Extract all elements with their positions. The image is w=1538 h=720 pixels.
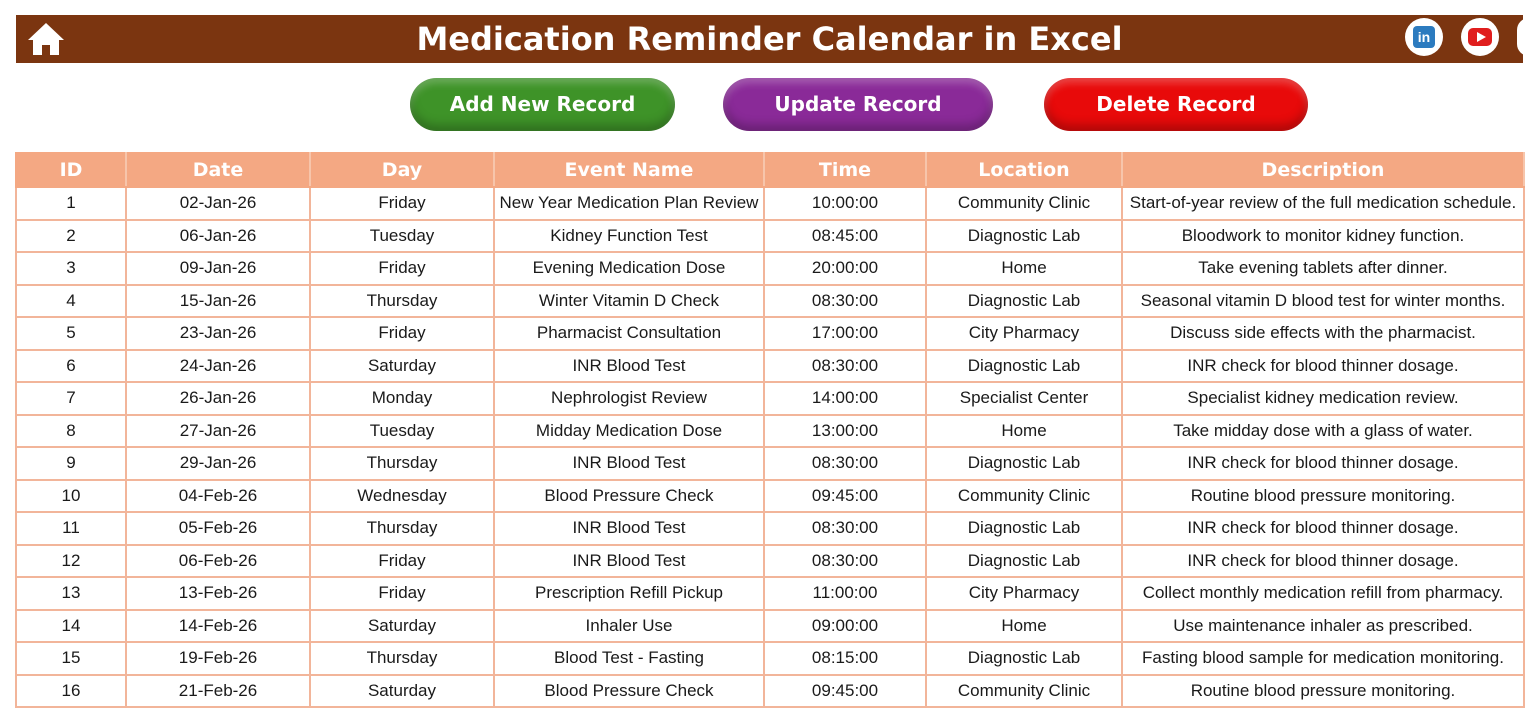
cell-date[interactable]: 05-Feb-26 (126, 512, 310, 545)
cell-description[interactable]: INR check for blood thinner dosage. (1122, 512, 1524, 545)
cell-event-name[interactable]: Inhaler Use (494, 610, 764, 643)
cell-day[interactable]: Friday (310, 577, 494, 610)
cell-id[interactable]: 7 (16, 382, 126, 415)
table-row[interactable] (16, 480, 1524, 513)
cell-id[interactable]: 15 (16, 642, 126, 675)
cell-location[interactable]: Diagnostic Lab (926, 642, 1122, 675)
cell-time[interactable]: 17:00:00 (764, 317, 926, 350)
youtube-logo (1468, 28, 1492, 46)
cell-date[interactable]: 23-Jan-26 (126, 317, 310, 350)
cell-id[interactable]: 6 (16, 350, 126, 383)
cell-id[interactable]: 11 (16, 512, 126, 545)
cell-time[interactable]: 08:30:00 (764, 545, 926, 578)
cell-event-name[interactable]: Midday Medication Dose (494, 415, 764, 448)
cell-event-name[interactable]: Blood Pressure Check (494, 480, 764, 513)
cell-location[interactable]: Specialist Center (926, 382, 1122, 415)
cell-date[interactable]: 09-Jan-26 (126, 252, 310, 285)
page-title: Medication Reminder Calendar in Excel (416, 20, 1123, 58)
cell-time[interactable]: 09:45:00 (764, 675, 926, 708)
table-row[interactable] (16, 642, 1524, 675)
table-row[interactable] (16, 415, 1524, 448)
cell-event-name[interactable]: Blood Pressure Check (494, 675, 764, 708)
cell-event-name[interactable]: INR Blood Test (494, 545, 764, 578)
cell-event-name[interactable]: Nephrologist Review (494, 382, 764, 415)
cell-date[interactable]: 06-Feb-26 (126, 545, 310, 578)
cell-location[interactable]: Diagnostic Lab (926, 350, 1122, 383)
cell-date[interactable]: 29-Jan-26 (126, 447, 310, 480)
cell-id[interactable]: 10 (16, 480, 126, 513)
cell-event-name[interactable]: INR Blood Test (494, 512, 764, 545)
cell-location[interactable]: Diagnostic Lab (926, 545, 1122, 578)
column-header-location[interactable]: Location (926, 153, 1122, 187)
cell-description[interactable]: INR check for blood thinner dosage. (1122, 447, 1524, 480)
records-table (15, 152, 1525, 708)
cell-location[interactable]: Home (926, 610, 1122, 643)
cell-description[interactable]: Take evening tablets after dinner. (1122, 252, 1524, 285)
column-header-time[interactable]: Time (764, 153, 926, 187)
cell-event-name[interactable]: New Year Medication Plan Review (494, 187, 764, 220)
table-row[interactable] (16, 187, 1524, 220)
cell-event-name[interactable]: INR Blood Test (494, 447, 764, 480)
cell-event-name[interactable]: Kidney Function Test (494, 220, 764, 253)
cell-time[interactable]: 14:00:00 (764, 382, 926, 415)
cell-description[interactable]: Routine blood pressure monitoring. (1122, 480, 1524, 513)
cell-description[interactable]: Collect monthly medication refill from pharmacy. (1122, 577, 1524, 610)
table-body (16, 187, 1524, 707)
table-header-row (16, 153, 1524, 187)
cell-id[interactable]: 9 (16, 447, 126, 480)
cell-location[interactable]: Diagnostic Lab (926, 447, 1122, 480)
cell-location[interactable]: Diagnostic Lab (926, 512, 1122, 545)
cell-time[interactable]: 09:45:00 (764, 480, 926, 513)
cell-description[interactable]: Seasonal vitamin D blood test for winter months. (1122, 285, 1524, 318)
cell-location[interactable]: Community Clinic (926, 480, 1122, 513)
cell-time[interactable]: 10:00:00 (764, 187, 926, 220)
cell-time[interactable]: 13:00:00 (764, 415, 926, 448)
cell-description[interactable]: Discuss side effects with the pharmacist. (1122, 317, 1524, 350)
cell-id[interactable]: 8 (16, 415, 126, 448)
table-row[interactable] (16, 317, 1524, 350)
cell-date[interactable]: 15-Jan-26 (126, 285, 310, 318)
cell-location[interactable]: Home (926, 415, 1122, 448)
cell-description[interactable]: Bloodwork to monitor kidney function. (1122, 220, 1524, 253)
cell-date[interactable]: 26-Jan-26 (126, 382, 310, 415)
cell-id[interactable]: 16 (16, 675, 126, 708)
cell-day[interactable]: Tuesday (310, 415, 494, 448)
cell-description[interactable]: Specialist kidney medication review. (1122, 382, 1524, 415)
cell-id[interactable]: 3 (16, 252, 126, 285)
cell-time[interactable]: 08:30:00 (764, 285, 926, 318)
cell-day[interactable]: Monday (310, 382, 494, 415)
cell-location[interactable]: City Pharmacy (926, 317, 1122, 350)
social-icon-partial[interactable] (1517, 18, 1529, 56)
cell-id[interactable]: 2 (16, 220, 126, 253)
cell-event-name[interactable]: Evening Medication Dose (494, 252, 764, 285)
cell-date[interactable]: 02-Jan-26 (126, 187, 310, 220)
cell-date[interactable]: 24-Jan-26 (126, 350, 310, 383)
column-header-date[interactable]: Date (126, 153, 310, 187)
cell-id[interactable]: 14 (16, 610, 126, 643)
cell-description[interactable]: Use maintenance inhaler as prescribed. (1122, 610, 1524, 643)
column-header-id[interactable]: ID (16, 153, 126, 187)
title-banner (16, 15, 1523, 63)
cell-id[interactable]: 5 (16, 317, 126, 350)
cell-id[interactable]: 1 (16, 187, 126, 220)
cell-date[interactable]: 21-Feb-26 (126, 675, 310, 708)
linkedin-icon[interactable] (1405, 18, 1443, 56)
table-row[interactable] (16, 350, 1524, 383)
cell-date[interactable]: 27-Jan-26 (126, 415, 310, 448)
table-row[interactable] (16, 220, 1524, 253)
cell-event-name[interactable]: Blood Test - Fasting (494, 642, 764, 675)
cell-event-name[interactable]: Winter Vitamin D Check (494, 285, 764, 318)
cell-description[interactable]: Start-of-year review of the full medication schedule. (1122, 187, 1524, 220)
cell-day[interactable]: Tuesday (310, 220, 494, 253)
table-row[interactable] (16, 512, 1524, 545)
cell-event-name[interactable]: Prescription Refill Pickup (494, 577, 764, 610)
cell-day[interactable]: Friday (310, 317, 494, 350)
cell-time[interactable]: 08:45:00 (764, 220, 926, 253)
table-row[interactable] (16, 285, 1524, 318)
cell-day[interactable]: Saturday (310, 610, 494, 643)
table-row[interactable] (16, 610, 1524, 643)
cell-time[interactable]: 08:30:00 (764, 447, 926, 480)
cell-day[interactable]: Thursday (310, 512, 494, 545)
cell-description[interactable]: Fasting blood sample for medication monitoring. (1122, 642, 1524, 675)
cell-location[interactable]: Diagnostic Lab (926, 220, 1122, 253)
cell-event-name[interactable]: INR Blood Test (494, 350, 764, 383)
cell-time[interactable]: 09:00:00 (764, 610, 926, 643)
cell-day[interactable]: Thursday (310, 447, 494, 480)
delete-record-button[interactable]: Delete Record (1044, 78, 1308, 131)
cell-time[interactable]: 08:30:00 (764, 512, 926, 545)
cell-description[interactable]: Take midday dose with a glass of water. (1122, 415, 1524, 448)
table-row[interactable] (16, 545, 1524, 578)
cell-day[interactable]: Wednesday (310, 480, 494, 513)
cell-day[interactable]: Friday (310, 252, 494, 285)
cell-location[interactable]: Home (926, 252, 1122, 285)
cell-day[interactable]: Friday (310, 187, 494, 220)
cell-day[interactable]: Thursday (310, 285, 494, 318)
table-row[interactable] (16, 252, 1524, 285)
table-row[interactable] (16, 382, 1524, 415)
cell-date[interactable]: 14-Feb-26 (126, 610, 310, 643)
cell-date[interactable]: 13-Feb-26 (126, 577, 310, 610)
cell-time[interactable]: 08:15:00 (764, 642, 926, 675)
cell-date[interactable]: 06-Jan-26 (126, 220, 310, 253)
add-new-record-button[interactable]: Add New Record (410, 78, 675, 131)
table-row[interactable] (16, 447, 1524, 480)
cell-time[interactable]: 20:00:00 (764, 252, 926, 285)
column-header-day[interactable]: Day (310, 153, 494, 187)
cell-id[interactable]: 12 (16, 545, 126, 578)
cell-id[interactable]: 4 (16, 285, 126, 318)
cell-description[interactable]: INR check for blood thinner dosage. (1122, 545, 1524, 578)
cell-time[interactable]: 08:30:00 (764, 350, 926, 383)
cell-description[interactable]: Routine blood pressure monitoring. (1122, 675, 1524, 708)
youtube-icon[interactable] (1461, 18, 1499, 56)
cell-time[interactable]: 11:00:00 (764, 577, 926, 610)
table-row[interactable] (16, 675, 1524, 708)
cell-day[interactable]: Thursday (310, 642, 494, 675)
column-header-description[interactable]: Description (1122, 153, 1524, 187)
cell-day[interactable]: Saturday (310, 350, 494, 383)
cell-description[interactable]: INR check for blood thinner dosage. (1122, 350, 1524, 383)
cell-location[interactable]: Diagnostic Lab (926, 285, 1122, 318)
cell-location[interactable]: Community Clinic (926, 187, 1122, 220)
cell-date[interactable]: 19-Feb-26 (126, 642, 310, 675)
update-record-button[interactable]: Update Record (723, 78, 993, 131)
table-row[interactable] (16, 577, 1524, 610)
linkedin-logo: in (1413, 26, 1435, 48)
cell-id[interactable]: 13 (16, 577, 126, 610)
cell-event-name[interactable]: Pharmacist Consultation (494, 317, 764, 350)
cell-location[interactable]: City Pharmacy (926, 577, 1122, 610)
cell-date[interactable]: 04-Feb-26 (126, 480, 310, 513)
cell-location[interactable]: Community Clinic (926, 675, 1122, 708)
cell-day[interactable]: Saturday (310, 675, 494, 708)
cell-day[interactable]: Friday (310, 545, 494, 578)
column-header-event-name[interactable]: Event Name (494, 153, 764, 187)
